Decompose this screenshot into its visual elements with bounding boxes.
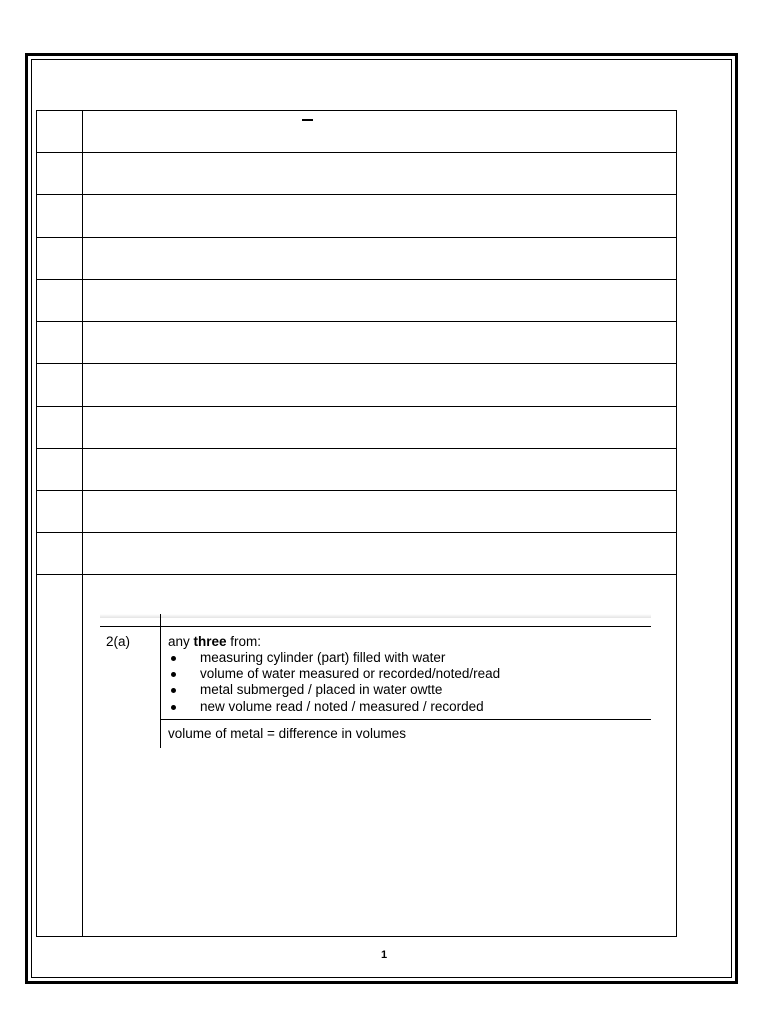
snippet-mid-rule	[160, 719, 651, 720]
bullet-icon	[171, 688, 176, 693]
bullet-icon	[171, 705, 176, 710]
list-item-text: measuring cylinder (part) filled with water	[200, 650, 446, 665]
table-row-divider	[37, 532, 676, 533]
bullet-icon	[171, 672, 176, 677]
conclusion-text: volume of metal = difference in volumes	[168, 726, 406, 741]
mark-scheme-snippet	[100, 610, 655, 750]
intro-prefix: any	[168, 634, 194, 649]
answer-intro	[168, 634, 261, 649]
table-row-divider	[37, 194, 676, 195]
snippet-top-rule	[100, 626, 651, 627]
table-row-divider	[37, 574, 676, 575]
list-item	[168, 666, 500, 682]
table-row-divider	[37, 321, 676, 322]
marking-points-list	[168, 650, 500, 715]
table-row-divider	[37, 448, 676, 449]
question-number: 2(a)	[106, 634, 131, 649]
table-row-divider	[37, 363, 676, 364]
dash-mark	[302, 119, 313, 121]
intro-bold: three	[193, 634, 227, 649]
answer-table	[36, 110, 677, 937]
list-item-text: metal submerged / placed in water owtte	[200, 682, 443, 698]
snippet-column-rule	[160, 614, 161, 748]
list-item-text: new volume read / noted / measured / recorded	[200, 698, 484, 714]
table-row-divider	[37, 152, 676, 153]
table-row-divider	[37, 406, 676, 407]
intro-suffix: from:	[226, 634, 262, 649]
bullet-icon	[171, 656, 176, 661]
table-column-divider	[82, 111, 83, 936]
table-row-divider	[37, 279, 676, 280]
cropped-header-strip	[100, 614, 651, 618]
list-item	[168, 682, 500, 698]
table-row-divider	[37, 237, 676, 238]
table-row-divider	[37, 490, 676, 491]
page-number: 1	[380, 949, 388, 961]
list-item-text: volume of water measured or recorded/noted/read	[200, 666, 501, 682]
list-item	[168, 650, 500, 666]
list-item	[168, 699, 500, 715]
